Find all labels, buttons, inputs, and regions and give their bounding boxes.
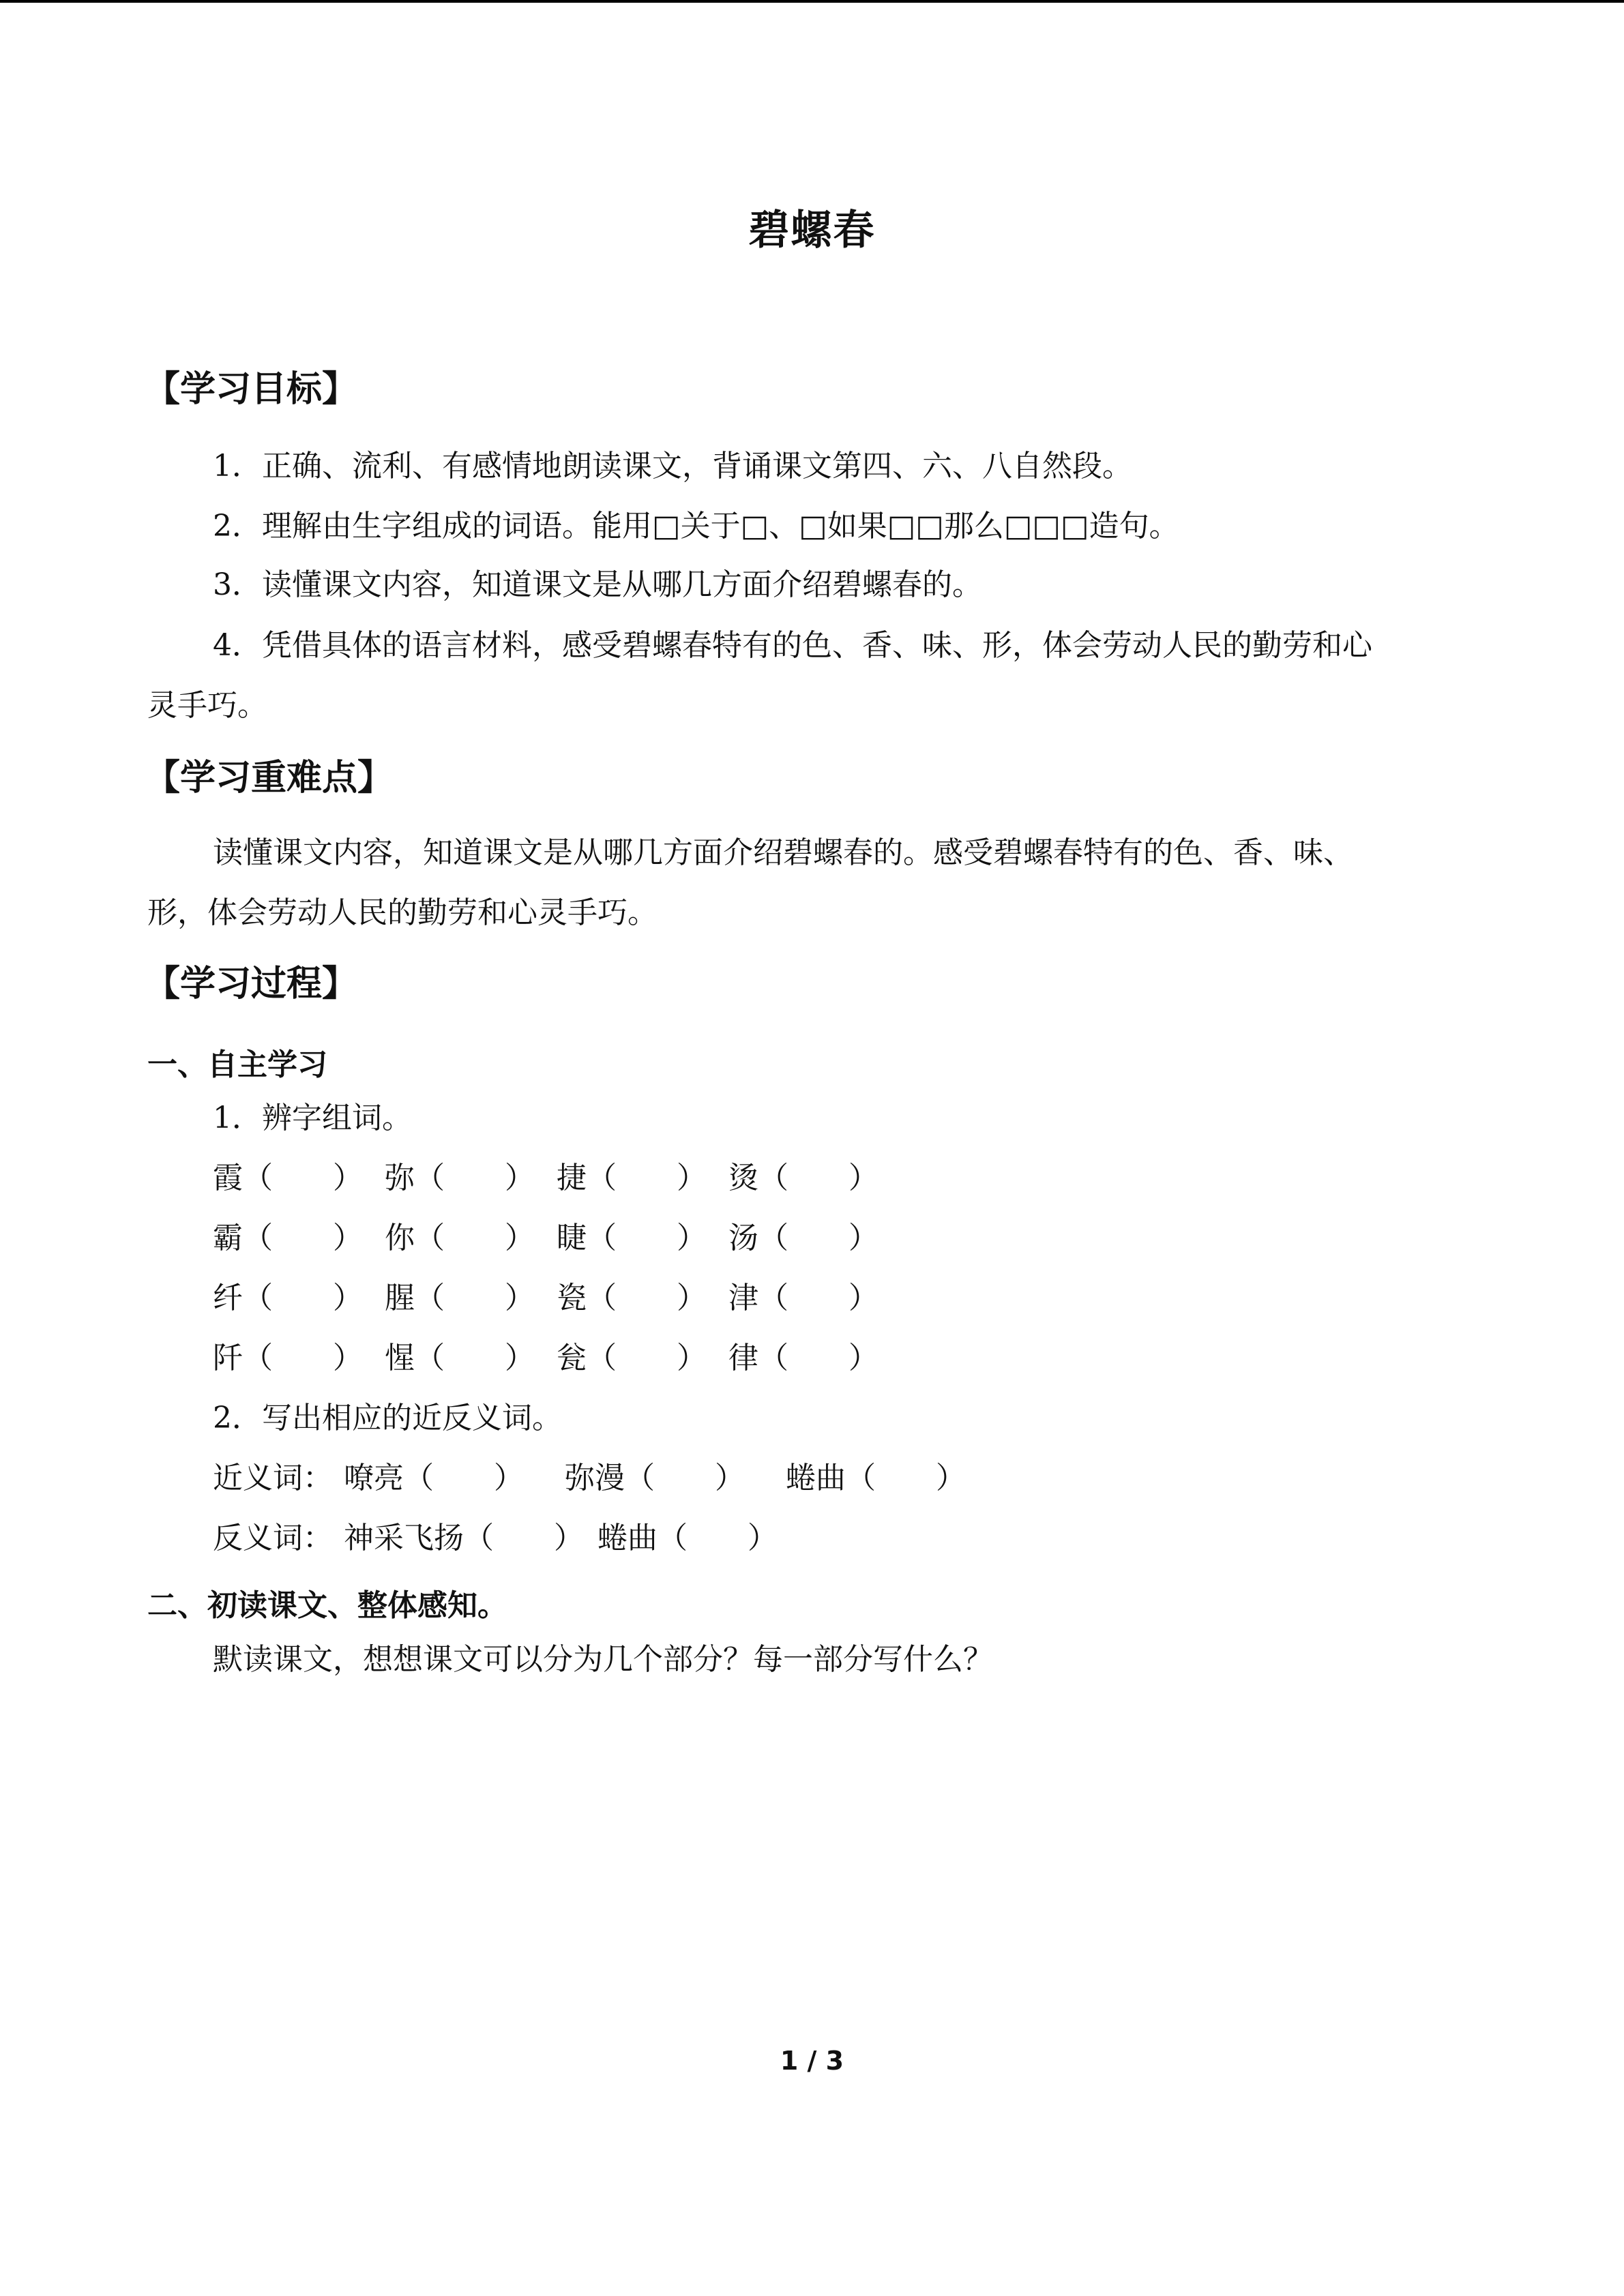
grid-cell: 汤（ ） xyxy=(728,1221,879,1255)
synonym-word: 嘹亮（ ） xyxy=(344,1461,524,1495)
page-title: 碧螺春 xyxy=(748,207,876,254)
page-indicator: 1 / 3 xyxy=(780,2046,844,2076)
grid-cell: 你（ ） xyxy=(385,1221,535,1255)
grid-cell: 瓷（ ） xyxy=(557,1281,707,1315)
grid-cell: 惺（ ） xyxy=(385,1341,535,1375)
antonym-word: 神采飞扬（ ） xyxy=(344,1521,584,1555)
objective-item-1: 1．正确、流利、有感情地朗读课文，背诵课文第四、六、八自然段。 xyxy=(213,449,1132,483)
grid-cell: 腥（ ） xyxy=(385,1281,535,1315)
grid-cell: 捷（ ） xyxy=(557,1161,707,1195)
grid-cell: 律（ ） xyxy=(728,1341,879,1375)
objective-item-3: 3．读懂课文内容，知道课文是从哪几方面介绍碧螺春的。 xyxy=(213,567,982,602)
synonyms-label: 近义词： xyxy=(213,1461,333,1495)
objective-item-4: 4．凭借具体的语言材料，感受碧螺春特有的色、香、味、形，体会劳动人民的勤劳和心 xyxy=(213,628,1372,663)
part1-heading: 一、自主学习 xyxy=(147,1047,327,1082)
grid-cell: 霸（ ） xyxy=(213,1221,363,1255)
keypoints-heading: 【学习重难点】 xyxy=(145,758,394,799)
grid-cell: 霞（ ） xyxy=(213,1161,363,1195)
grid-cell: 睫（ ） xyxy=(557,1221,707,1255)
antonyms-label: 反义词： xyxy=(213,1521,333,1555)
question-2: 2．写出相应的近反义词。 xyxy=(213,1401,562,1435)
part2-heading: 二、初读课文、整体感知。 xyxy=(147,1588,507,1623)
objective-item-2: 2．理解由生字组成的词语。能用□关于□、□如果□□那么□□□造句。 xyxy=(213,509,1179,543)
question-1: 1．辨字组词。 xyxy=(213,1101,412,1135)
keypoints-line-1: 读懂课文内容，知道课文是从哪几方面介绍碧螺春的。感受碧螺春特有的色、香、味、 xyxy=(213,835,1353,870)
grid-cell: 阡（ ） xyxy=(213,1341,363,1375)
part2-text: 默读课文，想想课文可以分为几个部分？每一部分写什么？ xyxy=(213,1642,993,1677)
synonym-word: 蜷曲（ ） xyxy=(786,1461,966,1495)
grid-cell: 津（ ） xyxy=(728,1281,879,1315)
grid-cell: 纤（ ） xyxy=(213,1281,363,1315)
process-heading: 【学习过程】 xyxy=(145,964,358,1004)
synonym-word: 弥漫（ ） xyxy=(565,1461,745,1495)
objectives-heading: 【学习目标】 xyxy=(145,369,358,410)
grid-cell: 弥（ ） xyxy=(385,1161,535,1195)
keypoints-line-2: 形，体会劳动人民的勤劳和心灵手巧。 xyxy=(147,895,658,930)
objective-item-4-continued: 灵手巧。 xyxy=(147,688,267,723)
antonym-word: 蜷曲（ ） xyxy=(597,1521,778,1555)
grid-cell: 瓮（ ） xyxy=(557,1341,707,1375)
grid-cell: 烫（ ） xyxy=(728,1161,879,1195)
